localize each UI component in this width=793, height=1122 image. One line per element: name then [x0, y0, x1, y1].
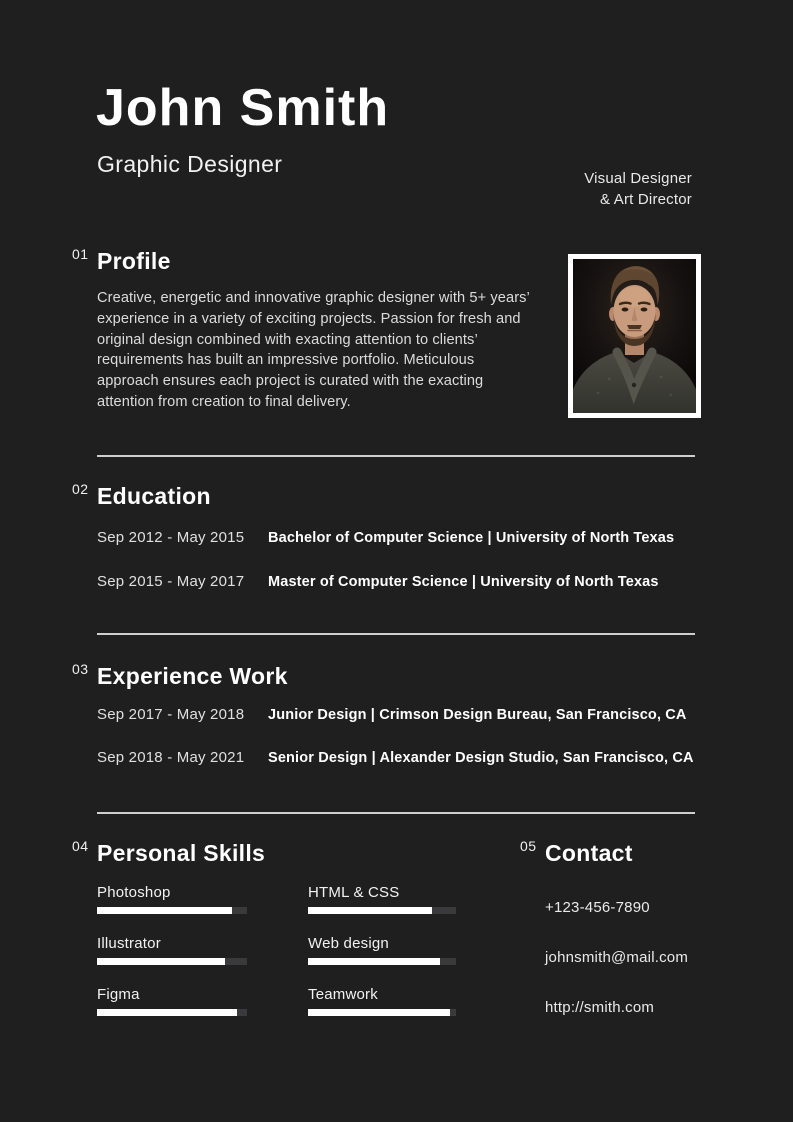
profile-section-title: Profile [97, 248, 171, 274]
education-section-header [72, 481, 211, 508]
education-degree: Master of Computer Science | University of North Texas [268, 574, 659, 590]
experience-row [97, 749, 717, 766]
experience-dates: Sep 2017 - May 2018 [97, 706, 245, 723]
education-dates: Sep 2015 - May 2017 [97, 573, 245, 590]
divider [97, 455, 695, 457]
portrait-illustration [573, 259, 696, 413]
skills-grid [97, 884, 456, 1016]
profile-paragraph: Creative, energetic and innovative graphic designer with 5+ years’ experience in a variety of exciting projects. Passion for fresh and original design combined with exacting attention to clients’ requirements has built an impressive portfolio. Meticulous approach ensures each project is curated with the exacting attention from creation to final delivery. [97, 290, 530, 410]
skill-bar-fill [308, 1009, 450, 1016]
experience-row [97, 706, 717, 723]
skills-section-title: Personal Skills [97, 840, 266, 866]
skill-bar-fill [97, 907, 232, 914]
contact-section-number: 05 [520, 838, 537, 854]
profile-section-number: 01 [72, 246, 89, 262]
education-dates: Sep 2012 - May 2015 [97, 529, 245, 546]
person-role: Graphic Designer [97, 151, 283, 177]
skill-bar-track [97, 1009, 247, 1016]
tagline-line-1: Visual Designer [584, 170, 692, 187]
skill-bar-track [308, 907, 456, 914]
skill-bar-track [97, 907, 247, 914]
contact-email: johnsmith@mail.com [545, 949, 689, 966]
profile-section-header [72, 246, 171, 273]
skill-bar-track [308, 958, 456, 965]
skill-bar-track [97, 958, 247, 965]
contact-list [545, 899, 745, 1049]
experience-section-number: 03 [72, 661, 89, 677]
divider [97, 633, 695, 635]
skill-item [308, 884, 456, 914]
education-rows [97, 529, 717, 617]
education-section-number: 02 [72, 481, 89, 497]
tagline [584, 168, 692, 210]
skill-item [308, 935, 456, 965]
skill-bar-fill [97, 1009, 237, 1016]
experience-dates: Sep 2018 - May 2021 [97, 749, 245, 766]
skill-item [97, 935, 247, 965]
contact-section-header [520, 838, 633, 865]
skill-label: Illustrator [97, 935, 161, 952]
experience-rows [97, 706, 717, 792]
skill-label: HTML & CSS [308, 884, 400, 901]
contact-website: http://smith.com [545, 999, 655, 1016]
skills-section-number: 04 [72, 838, 89, 854]
skill-item [308, 986, 456, 1016]
experience-position: Junior Design | Crimson Design Bureau, San Francisco, CA [268, 707, 687, 723]
skill-bar-fill [308, 958, 440, 965]
skill-bar-track [308, 1009, 456, 1016]
skill-item [97, 986, 247, 1016]
contact-phone: +123-456-7890 [545, 899, 650, 916]
education-row [97, 573, 717, 590]
divider [97, 812, 695, 814]
education-degree: Bachelor of Computer Science | University of North Texas [268, 530, 675, 546]
skills-section-header [72, 838, 265, 865]
skill-item [97, 884, 247, 914]
tagline-line-2: & Art Director [600, 191, 692, 208]
education-row [97, 529, 717, 546]
experience-section-header [72, 661, 288, 688]
person-name: John Smith [96, 79, 390, 137]
skill-label: Photoshop [97, 884, 171, 901]
portrait-photo [568, 254, 701, 418]
skill-bar-fill [308, 907, 432, 914]
skill-label: Figma [97, 986, 140, 1003]
skill-label: Teamwork [308, 986, 378, 1003]
experience-section-title: Experience Work [97, 663, 288, 689]
experience-position: Senior Design | Alexander Design Studio, San Francisco, CA [268, 750, 694, 766]
skill-label: Web design [308, 935, 389, 952]
skill-bar-fill [97, 958, 225, 965]
contact-section-title: Contact [545, 840, 633, 866]
education-section-title: Education [97, 483, 211, 509]
